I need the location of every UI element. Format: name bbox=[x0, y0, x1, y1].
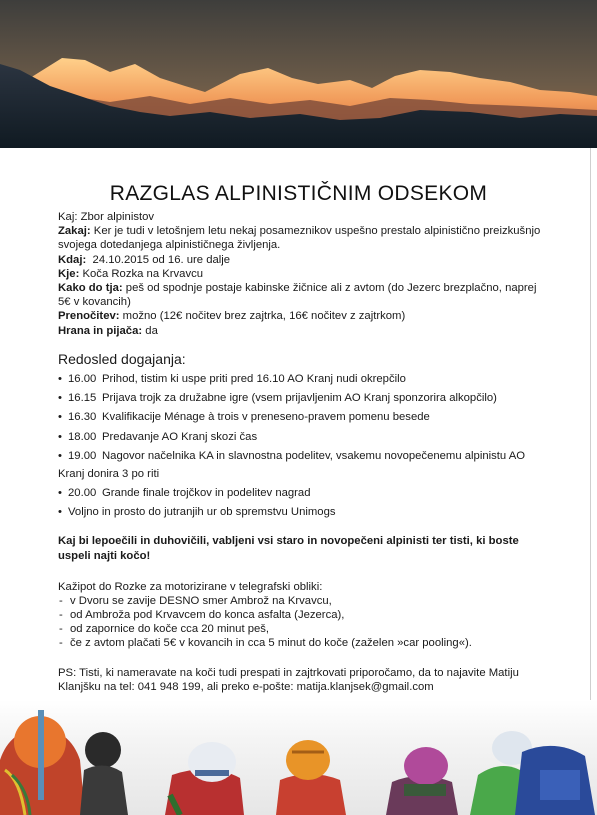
direction-step: - od Ambroža pod Krvavcem do konca asfalta (Jezerca), bbox=[58, 608, 548, 622]
detail-hrana: Hrana in pijača: da bbox=[58, 324, 158, 337]
detail-kako: Kako do tja: peš od spodnje postaje kabinske žičnice ali z avtom (do Jezerc brezplačno, naprej bbox=[58, 282, 537, 295]
announcement-body bbox=[58, 210, 548, 694]
directions-heading: Kažipot do Rozke za motorizirane v telegrafski obliki: bbox=[58, 580, 323, 593]
detail-kaj: Kaj: Zbor alpinistov bbox=[58, 211, 155, 223]
schedule-item: • 20.00 Grande finale trojčkov in podelitev nagrad bbox=[58, 486, 548, 500]
detail-prenocitev: Prenočitev: možno (12€ nočitev brez zajtrka, 16€ nočitev z zajtrkom) bbox=[58, 310, 406, 323]
footer-climbers-photo bbox=[0, 700, 597, 815]
schedule-item: • 16.00 Prihod, tistim ki uspe priti pred 16.10 AO Kranj nudi okrepčilo bbox=[58, 372, 548, 386]
schedule-list-cont bbox=[58, 486, 548, 519]
page-title: RAZGLAS ALPINISTIČNIM ODSEKOM bbox=[109, 182, 488, 206]
detail-kje: Kje: Koča Rozka na Krvavcu bbox=[58, 267, 204, 280]
schedule-item: • 19.00 Nagovor načelnika KA in slavnostna podelitev, vsakemu novopečenemu alpinistu AO bbox=[58, 449, 548, 463]
schedule-item: • 18.00 Predavanje AO Kranj skozi čas bbox=[58, 430, 548, 444]
directions-section bbox=[58, 580, 548, 651]
ps-note: PS: Tisti, ki nameravate na koči tudi prespati in zajtrkovati priporočamo, da to najavite Matiju Klanjšku na tel: 041 948 199, ali preko e-pošte: matija.klanjsek@gmail.com bbox=[58, 666, 519, 693]
detail-zakaj: Zakaj: Ker je tudi v letošnjem letu nekaj posameznikov uspešno prestalo alpinistično preizkušnjo bbox=[58, 225, 541, 238]
directions-list bbox=[58, 594, 548, 651]
direction-step: - od zapornice do koče cca 20 minut peš, bbox=[58, 622, 548, 636]
schedule-item: • 16.15 Prijava trojk za družabne igre (vsem prijavljenim AO Kranj sponzorira alkopčilo) bbox=[58, 391, 548, 405]
schedule-item: • Voljno in prosto do jutranjih ur ob spremstvu Unimogs bbox=[58, 505, 548, 519]
detail-zakaj-cont: svojega dotedanjega alpinističnega življenja. bbox=[58, 239, 281, 252]
detail-kako-cont: 5€ v kovancih) bbox=[58, 296, 131, 309]
schedule-list bbox=[58, 372, 548, 463]
page-right-border bbox=[590, 148, 591, 708]
closing-invitation: Kaj bi lepoečili in duhovičili, vabljeni vsi staro in novopečeni alpinisti ter tisti, ki boste uspeli najti kočo! bbox=[58, 534, 519, 562]
schedule-heading: Redosled dogajanja: bbox=[58, 350, 186, 367]
schedule-item: • 16.30 Kvalifikacije Ménage à trois v preneseno-pravem pomenu besede bbox=[58, 410, 548, 424]
direction-step: - v Dvoru se zavije DESNO smer Ambrož na Krvavcu, bbox=[58, 594, 548, 608]
detail-kdaj: Kdaj: 24.10.2015 od 16. ure dalje bbox=[58, 253, 231, 266]
header-mountain-photo bbox=[0, 0, 597, 148]
schedule-item-continuation: Kranj donira 3 po riti bbox=[58, 468, 160, 481]
direction-step: - če z avtom plačati 5€ v kovancih in cca 5 minut do koče (zaželen »car pooling«). bbox=[58, 636, 548, 650]
